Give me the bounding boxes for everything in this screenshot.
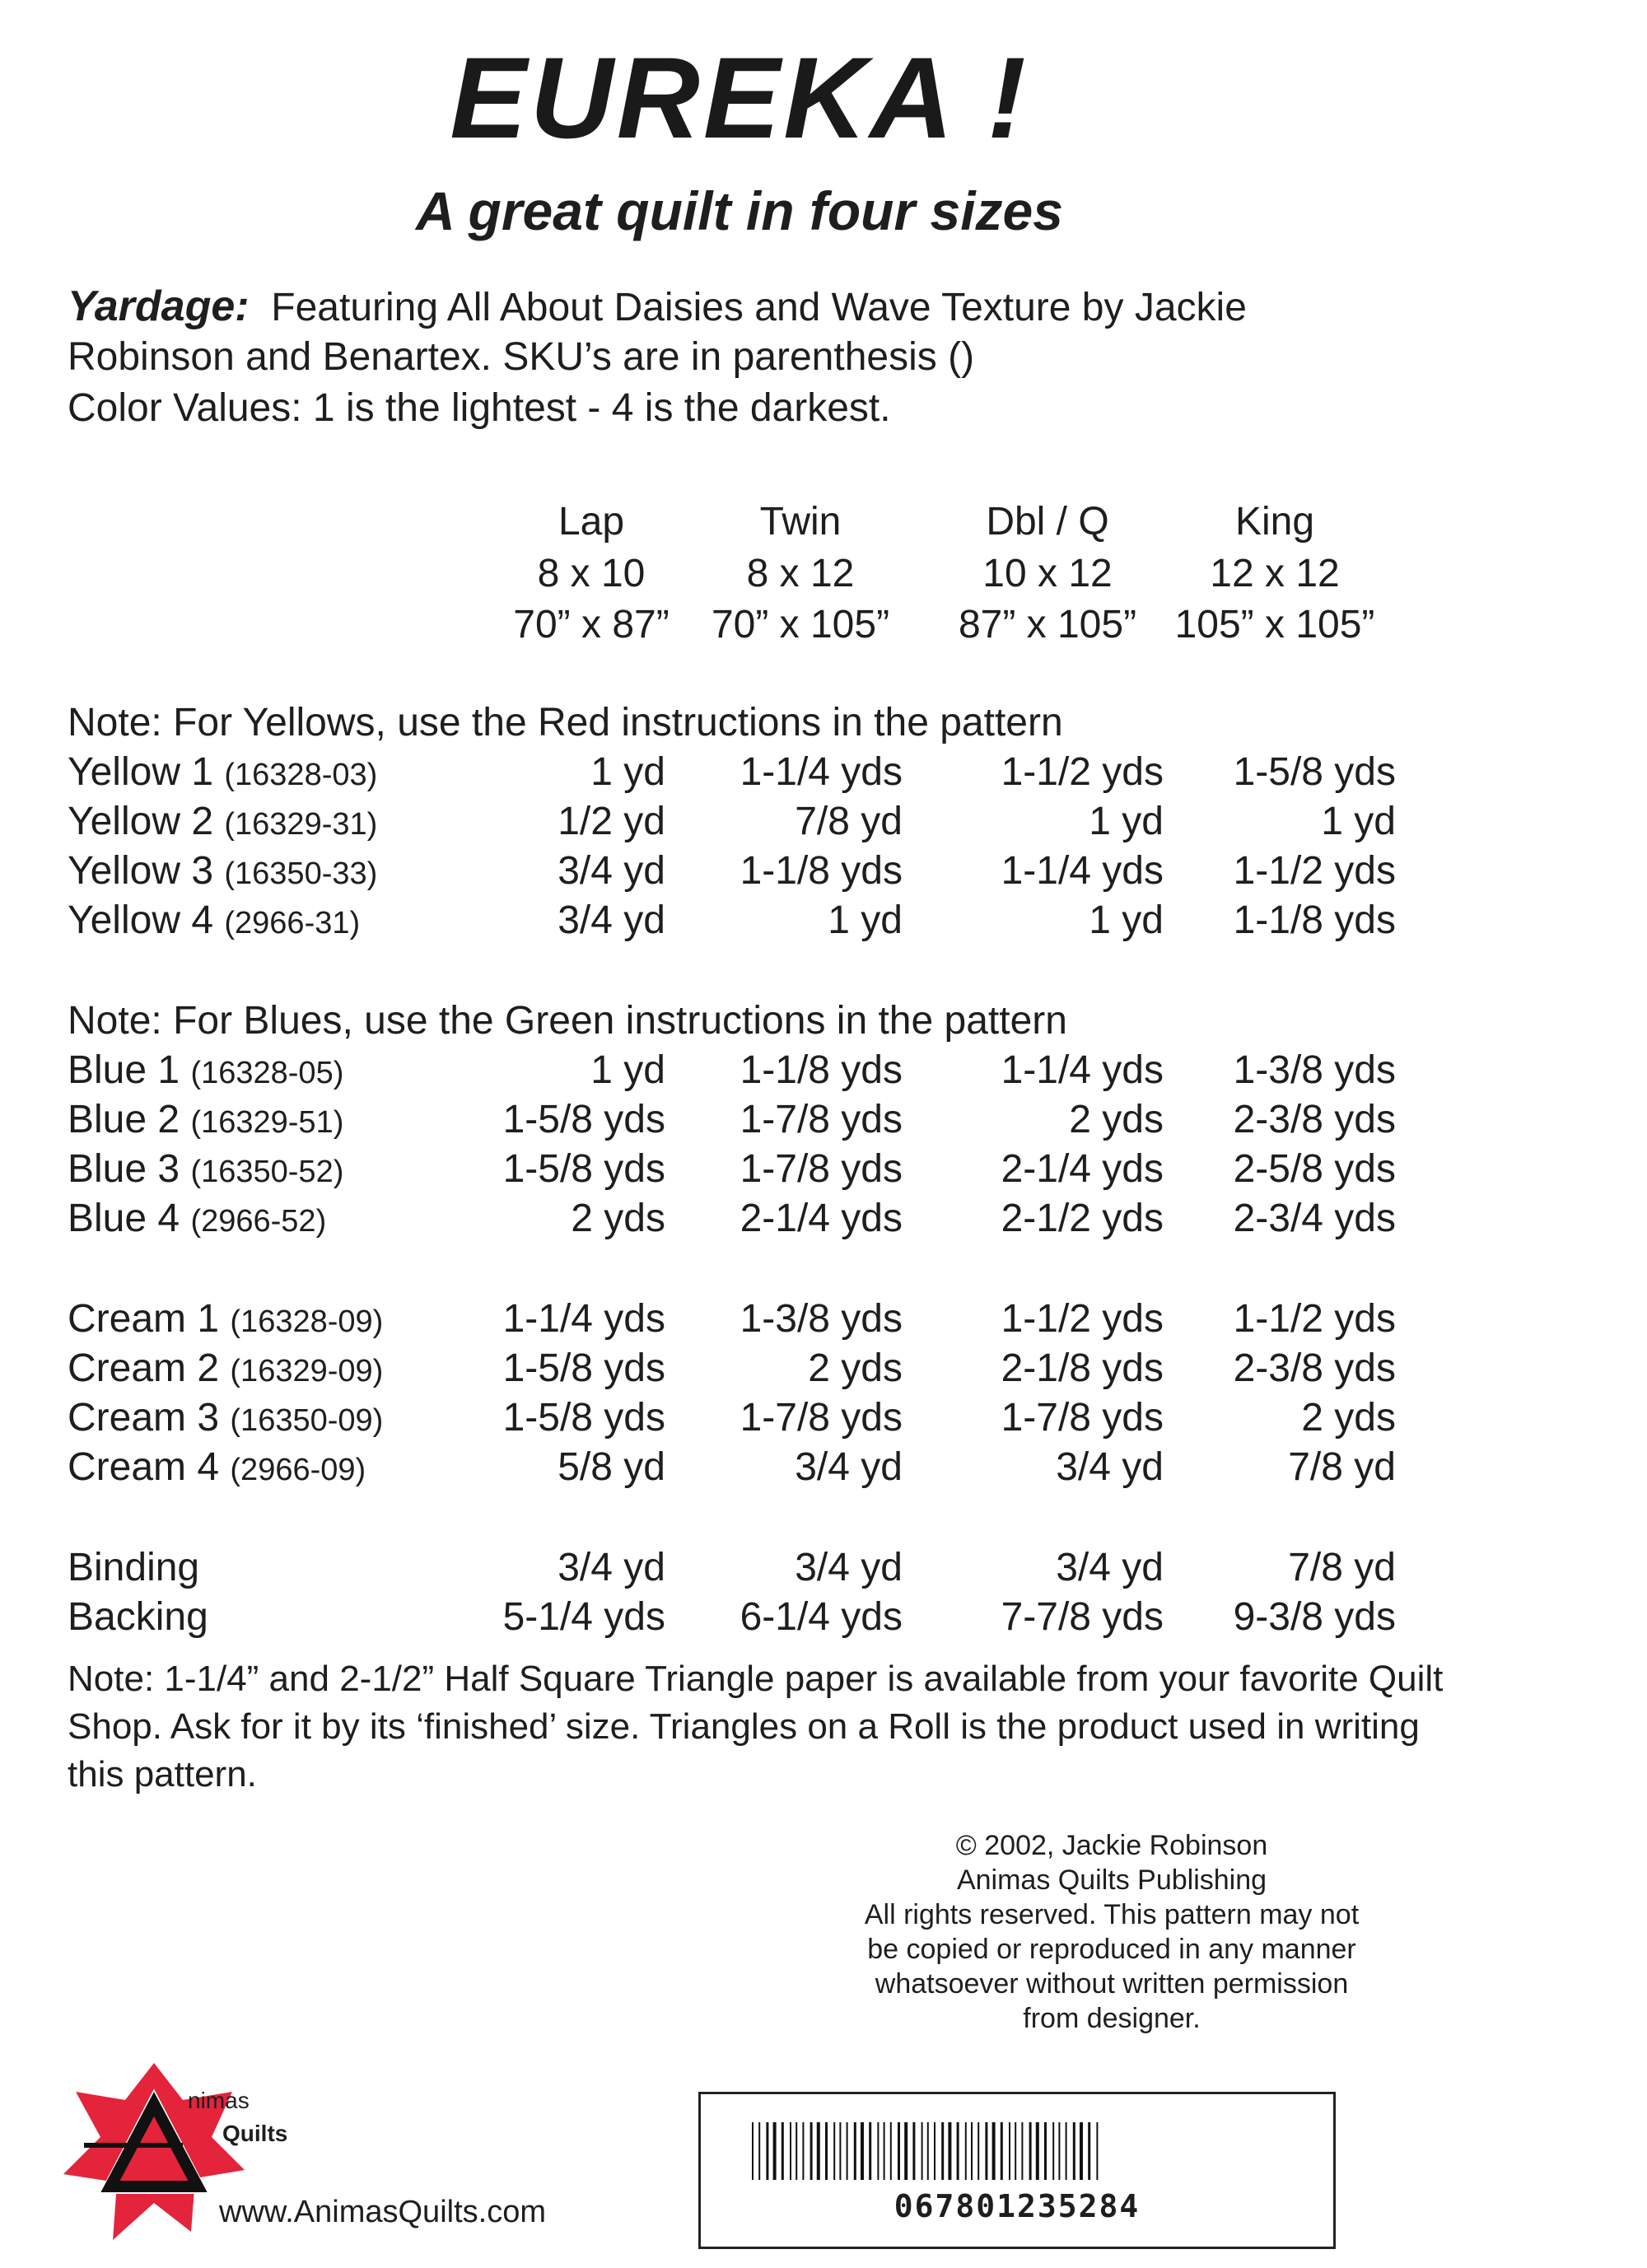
row-label — [68, 1196, 326, 1241]
size-name-king: King — [1234, 500, 1315, 544]
barcode-bar — [1021, 2122, 1023, 2180]
barcode-bar — [1096, 2122, 1098, 2180]
yardage-cell: 2-1/4 yds — [1001, 1147, 1164, 1191]
row-label — [68, 1444, 366, 1490]
yardage-cell: 2-3/8 yds — [1233, 1346, 1396, 1390]
yardage-cell: 7/8 yd — [1288, 1445, 1396, 1489]
row-label — [68, 1097, 343, 1142]
page-subtitle: A great quilt in four sizes — [416, 180, 1063, 241]
yardage-cell: 7-7/8 yds — [1001, 1595, 1164, 1639]
copyright-line: Animas Quilts Publishing — [956, 1864, 1267, 1896]
barcode-bar — [934, 2122, 935, 2180]
section-note: Note: For Blues, use the Green instructions in the pattern — [68, 999, 1067, 1043]
section-note: Note: For Yellows, use the Red instructions in the pattern — [68, 701, 1063, 744]
copyright-line: All rights reserved. This pattern may not — [864, 1899, 1360, 1930]
barcode-bar — [817, 2122, 820, 2180]
yardage-cell: 2-3/4 yds — [1233, 1197, 1396, 1240]
barcode-bar — [1066, 2122, 1067, 2180]
yardage-cell: 1-5/8 yds — [502, 1346, 665, 1390]
barcode-bar — [810, 2122, 813, 2180]
size-blocks-twin: 8 x 12 — [746, 552, 855, 595]
barcode-bar — [912, 2122, 915, 2180]
yardage-cell: 1-7/8 yds — [740, 1098, 903, 1141]
yardage-cell: 1-7/8 yds — [740, 1147, 903, 1191]
yardage-cell: 1-3/8 yds — [1233, 1048, 1396, 1092]
yardage-cell: 1-5/8 yds — [502, 1396, 665, 1440]
fabric-name: Cream 2 — [68, 1346, 220, 1390]
yardage-cell: 1 yd — [1089, 800, 1164, 843]
yardage-cell: 1 yd — [590, 750, 665, 794]
barcode-bar — [790, 2122, 791, 2180]
barcode-bar — [1015, 2122, 1016, 2180]
yardage-line-2: Robinson and Benartex. SKU’s are in parenthesis () — [68, 335, 975, 379]
yardage-text-1: Featuring All About Daisies and Wave Texture by Jackie — [271, 286, 1247, 329]
copyright-line: from designer. — [1023, 2003, 1201, 2034]
yardage-cell: 9-3/8 yds — [1233, 1595, 1396, 1639]
yardage-cell: 3/4 yd — [795, 1546, 903, 1589]
barcode-bar — [884, 2122, 885, 2180]
yardage-cell: 2 yds — [571, 1197, 665, 1240]
row-label — [68, 799, 377, 844]
fabric-name: Yellow 1 — [68, 750, 214, 794]
barcode-bar — [890, 2122, 892, 2180]
yardage-cell: 5/8 yd — [558, 1445, 665, 1489]
yardage-cell: 1 yd — [1089, 898, 1164, 942]
yardage-cell: 3/4 yd — [558, 849, 665, 893]
copyright-line: © 2002, Jackie Robinson — [955, 1830, 1268, 1861]
barcode-bar — [965, 2122, 967, 2180]
yardage-cell: 2-5/8 yds — [1233, 1147, 1396, 1191]
yardage-cell: 2 yds — [808, 1346, 903, 1390]
barcode-bar — [977, 2122, 979, 2180]
copyright-line: be copied or reproduced in any manner — [867, 1934, 1356, 1965]
copyright-line: whatsoever without written permission — [875, 1968, 1349, 2000]
fabric-sku: (16350-52) — [190, 1155, 344, 1189]
yardage-cell: 1-5/8 yds — [1233, 750, 1396, 794]
yardage-cell: 2-3/8 yds — [1233, 1098, 1396, 1141]
yardage-cell: 1-1/4 yds — [1001, 849, 1164, 893]
size-blocks-king: 12 x 12 — [1210, 552, 1340, 595]
barcode-bar — [758, 2122, 760, 2180]
barcode-bar — [1052, 2122, 1054, 2180]
barcode-bar — [802, 2122, 804, 2180]
fabric-sku: (2966-09) — [230, 1453, 366, 1487]
fabric-sku: (16328-09) — [230, 1304, 384, 1339]
yardage-cell: 1-1/4 yds — [740, 750, 903, 794]
barcode-bar — [752, 2122, 754, 2180]
size-blocks-dblq: 10 x 12 — [982, 552, 1113, 595]
barcode-bar — [948, 2122, 951, 2180]
barcode-bar — [861, 2122, 864, 2180]
yardage-cell: 2-1/8 yds — [1001, 1346, 1164, 1390]
row-label — [68, 749, 377, 795]
fabric-name: Cream 3 — [68, 1396, 220, 1440]
yardage-cell: 3/4 yd — [558, 1546, 665, 1589]
row-label — [68, 1545, 199, 1590]
yardage-cell: 1-5/8 yds — [502, 1098, 665, 1141]
barcode-bar — [992, 2122, 996, 2180]
fabric-name: Backing — [68, 1595, 208, 1639]
website-link[interactable]: www.AnimasQuilts.com — [219, 2195, 546, 2229]
yardage-cell: 1-3/8 yds — [740, 1297, 903, 1341]
barcode-bar — [833, 2122, 835, 2180]
barcode-bar — [1029, 2122, 1032, 2180]
size-dims-twin: 70” x 105” — [711, 603, 890, 646]
barcode-icon — [752, 2122, 1262, 2180]
yardage-cell: 3/4 yd — [795, 1445, 903, 1489]
yardage-cell: 5-1/4 yds — [502, 1595, 665, 1639]
fabric-name: Blue 4 — [68, 1197, 180, 1240]
yardage-cell: 1-1/2 yds — [1001, 1297, 1164, 1341]
row-label — [68, 1395, 383, 1440]
yardage-cell: 6-1/4 yds — [740, 1595, 903, 1639]
size-dims-dblq: 87” x 105” — [958, 603, 1137, 646]
row-label — [68, 1048, 343, 1093]
yardage-cell: 1-1/4 yds — [502, 1297, 665, 1341]
size-name-lap: Lap — [558, 500, 625, 544]
size-name-dblq: Dbl / Q — [986, 500, 1109, 544]
fabric-name: Yellow 2 — [68, 800, 214, 843]
barcode-bar — [1073, 2122, 1075, 2180]
barcode-bar — [1088, 2122, 1090, 2180]
barcode-bar — [927, 2122, 929, 2180]
barcode-bar — [941, 2122, 944, 2180]
barcode-bar — [773, 2122, 777, 2180]
fabric-sku: (2966-31) — [224, 906, 361, 940]
barcode-bar — [869, 2122, 871, 2180]
footer-note: Note: 1-1/4” and 2-1/2” Half Square Triangle paper is available from your favorite Quilt Shop. Ask for it by its ‘finished’ size. Triangles on a Roll is the product used in writing this pattern. — [68, 1659, 1444, 1794]
fabric-sku: (2966-52) — [190, 1204, 327, 1239]
barcode-bar — [1036, 2122, 1039, 2180]
fabric-sku: (16329-51) — [190, 1105, 344, 1140]
copyright-block — [807, 1828, 1416, 2036]
yardage-cell: 1-7/8 yds — [740, 1396, 903, 1440]
barcode-bar — [971, 2122, 973, 2180]
barcode-bar — [854, 2122, 856, 2180]
barcode-bar — [1044, 2122, 1047, 2180]
barcode-bar — [847, 2122, 848, 2180]
barcode-bar — [766, 2122, 768, 2180]
yardage-cell: 1-1/2 yds — [1233, 1297, 1396, 1341]
fabric-sku: (16328-05) — [190, 1056, 344, 1090]
barcode-bar — [904, 2122, 907, 2180]
barcode-bar — [985, 2122, 987, 2180]
barcode-bar — [921, 2122, 923, 2180]
fabric-name: Blue 2 — [68, 1098, 180, 1141]
row-label — [68, 848, 377, 894]
yardage-cell: 1 yd — [828, 898, 903, 942]
fabric-name: Yellow 4 — [68, 898, 214, 942]
barcode-bar — [1080, 2122, 1083, 2180]
yardage-cell: 2 yds — [1069, 1098, 1164, 1141]
barcode-bar — [1009, 2122, 1010, 2180]
logo-text-animas: nimas — [188, 2088, 250, 2113]
yardage-cell: 1-7/8 yds — [1001, 1396, 1164, 1440]
barcode-label — [698, 2092, 1336, 2249]
yardage-cell: 1-1/8 yds — [740, 849, 903, 893]
row-label — [68, 1146, 343, 1192]
fabric-name: Yellow 3 — [68, 849, 214, 893]
barcode-bar — [782, 2122, 784, 2180]
logo-text-quilts: Quilts — [222, 2121, 288, 2146]
size-dims-king: 105” x 105” — [1174, 603, 1375, 646]
barcode-number: 067801235284 — [893, 2188, 1141, 2224]
yardage-cell: 1-1/2 yds — [1001, 750, 1164, 794]
page-title: EUREKA ! — [450, 33, 1029, 162]
yardage-cell: 1/2 yd — [558, 800, 665, 843]
fabric-sku: (16329-09) — [230, 1354, 384, 1388]
fabric-sku: (16350-09) — [230, 1403, 384, 1438]
yardage-line-1 — [68, 282, 1247, 333]
yardage-cell: 1-1/2 yds — [1233, 849, 1396, 893]
barcode-bar — [839, 2122, 841, 2180]
barcode-bar — [1058, 2122, 1060, 2180]
row-label — [68, 1296, 383, 1342]
barcode-bar — [957, 2122, 959, 2180]
yardage-cell: 1 yd — [1321, 800, 1396, 843]
barcode-bar — [898, 2122, 900, 2180]
fabric-sku: (16328-03) — [224, 758, 378, 792]
yardage-cell: 3/4 yd — [558, 898, 665, 942]
size-name-twin: Twin — [759, 500, 842, 544]
yardage-cell: 1 yd — [590, 1048, 665, 1092]
yardage-cell: 1-5/8 yds — [502, 1147, 665, 1191]
fabric-sku: (16329-31) — [224, 807, 378, 842]
row-label — [68, 898, 360, 943]
yardage-cell: 3/4 yd — [1056, 1445, 1164, 1489]
yardage-cell: 2 yds — [1301, 1396, 1396, 1440]
yardage-cell: 1-1/8 yds — [740, 1048, 903, 1092]
row-label — [68, 1594, 208, 1640]
fabric-name: Blue 1 — [68, 1048, 180, 1092]
fabric-name: Cream 4 — [68, 1445, 220, 1489]
barcode-bar — [877, 2122, 879, 2180]
yardage-cell: 2-1/2 yds — [1001, 1197, 1164, 1240]
yardage-cell: 7/8 yd — [795, 800, 903, 843]
fabric-name: Blue 3 — [68, 1147, 180, 1191]
barcode-bar — [825, 2122, 828, 2180]
fabric-sku: (16350-33) — [224, 856, 378, 891]
yardage-cell: 2-1/4 yds — [740, 1197, 903, 1240]
yardage-cell: 7/8 yd — [1288, 1546, 1396, 1589]
row-label — [68, 1346, 383, 1391]
size-blocks-lap: 8 x 10 — [537, 552, 646, 595]
yardage-label: Yardage: — [68, 282, 250, 330]
fabric-name: Cream 1 — [68, 1297, 220, 1341]
fabric-name: Binding — [68, 1546, 200, 1589]
size-dims-lap: 70” x 87” — [513, 603, 670, 646]
yardage-cell: 1-1/4 yds — [1001, 1048, 1164, 1092]
yardage-cell: 1-1/8 yds — [1233, 898, 1396, 942]
yardage-cell: 3/4 yd — [1056, 1546, 1164, 1589]
yardage-line-3: Color Values: 1 is the lightest - 4 is the darkest. — [68, 386, 891, 430]
barcode-bar — [1001, 2122, 1003, 2180]
barcode-bar — [796, 2122, 797, 2180]
